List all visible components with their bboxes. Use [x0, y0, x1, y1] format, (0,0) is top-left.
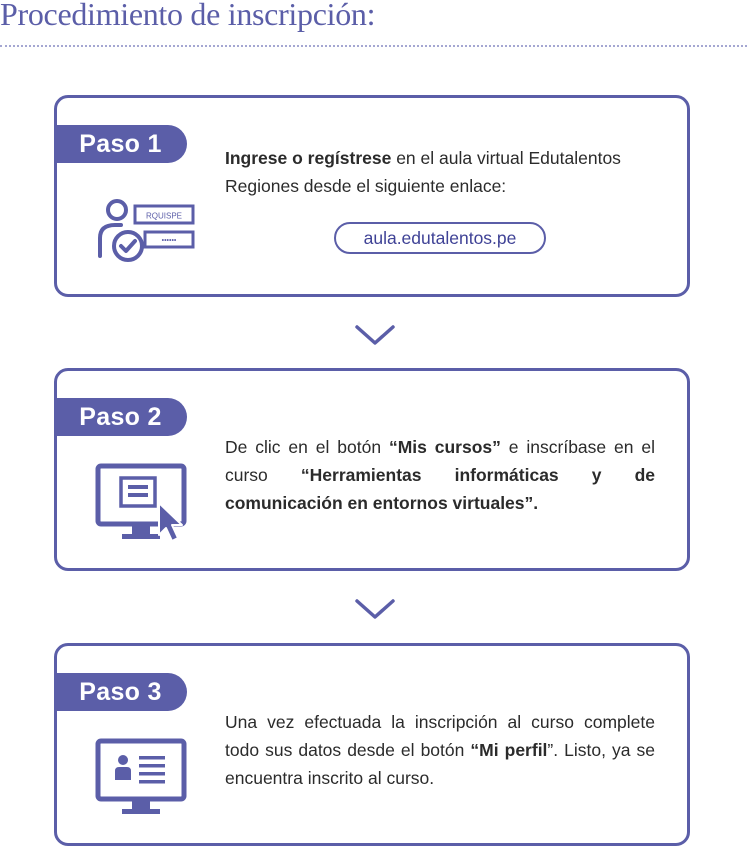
step-badge: Paso 1: [54, 125, 187, 163]
chevron-down-icon: [355, 324, 395, 351]
user-login-icon: [95, 198, 195, 267]
monitor-profile-icon: [95, 738, 191, 827]
step-1-rest: en el aula virtual Edutalentos Regiones desde el siguiente enlace:: [225, 148, 621, 196]
step-card-2: [54, 368, 690, 571]
step-2-bold-1: “Mis cursos”: [388, 437, 501, 457]
step-card-1: [54, 95, 690, 297]
step-1-text: [225, 144, 655, 200]
step-3-part-2: ”. Listo, ya se encuentra inscrito al curso.: [225, 740, 656, 788]
step-3-part-1: Una vez efectuada la inscripción al curso complete todo sus datos desde el botón: [225, 712, 655, 760]
dotted-divider: [0, 45, 747, 47]
aula-link[interactable]: aula.edutalentos.pe: [334, 222, 546, 254]
step-2-part-2: e inscríbase en el curso: [225, 437, 655, 485]
chevron-down-icon: [355, 598, 395, 625]
username-label: RQUISPE: [145, 211, 183, 221]
step-3-bold-1: “Mi perfil: [470, 740, 548, 760]
step-badge: Paso 3: [54, 673, 187, 711]
step-badge: Paso 2: [54, 398, 187, 436]
step-card-3: [54, 643, 690, 846]
password-label: ••••••: [161, 237, 177, 245]
monitor-cursor-icon: [95, 463, 191, 552]
step-2-text: [225, 433, 655, 517]
step-2-part-1: De clic en el botón: [225, 437, 389, 457]
page-title: Procedimiento de inscripción:: [0, 0, 376, 32]
step-1-bold: Ingrese o regístrese: [225, 148, 392, 168]
step-2-bold-2: “Herramientas informáticas y de comunicación en entornos virtuales”.: [225, 465, 655, 513]
step-3-text: [225, 708, 655, 792]
